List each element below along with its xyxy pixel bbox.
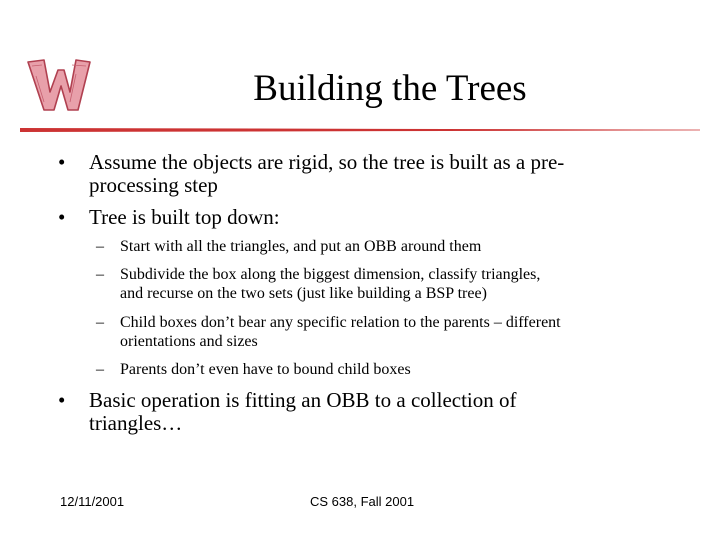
bullet-text-line: Basic operation is fitting an OBB to a collection of (89, 388, 517, 412)
bullet-text-line: Assume the objects are rigid, so the tree is built as a pre- (89, 150, 565, 174)
footer-course: CS 638, Fall 2001 (310, 494, 415, 509)
sub-bullet-text-line: Subdivide the box along the biggest dimension, classify triangles, (120, 266, 541, 283)
bullet-marker: • (58, 150, 66, 174)
sub-bullet-text-line: and recurse on the two sets (just like building a BSP tree) (120, 285, 487, 302)
sub-bullet-marker: – (96, 361, 104, 378)
sub-bullet-marker: – (96, 238, 104, 255)
sub-bullet-marker: – (96, 314, 104, 331)
footer-date: 12/11/2001 (60, 494, 125, 509)
sub-bullet-text-line: orientations and sizes (120, 333, 258, 350)
sub-bullet-text-line: Start with all the triangles, and put an OBB around them (120, 238, 482, 255)
sub-bullet-text (120, 265, 680, 303)
wisconsin-w-logo (24, 52, 94, 122)
sub-bullet-marker: – (96, 266, 104, 283)
bullet-marker: • (58, 205, 66, 229)
bullet-text-line: Tree is built top down: (89, 205, 280, 229)
sub-bullet-text (120, 237, 680, 256)
slide-title: Building the Trees (253, 68, 527, 109)
bullet-text (89, 151, 649, 197)
bullet-text (89, 389, 649, 435)
bullet-text-line: triangles… (89, 411, 183, 435)
sub-bullet-text (120, 313, 680, 351)
bullet-text (89, 206, 649, 229)
bullet-marker: • (58, 388, 66, 412)
sub-bullet-text-line: Child boxes don’t bear any specific relation to the parents – different (120, 314, 561, 331)
title-underline-bar (20, 127, 700, 133)
bullet-text-line: processing step (89, 173, 218, 197)
sub-bullet-text (120, 360, 680, 379)
sub-bullet-text-line: Parents don’t even have to bound child boxes (120, 361, 411, 378)
